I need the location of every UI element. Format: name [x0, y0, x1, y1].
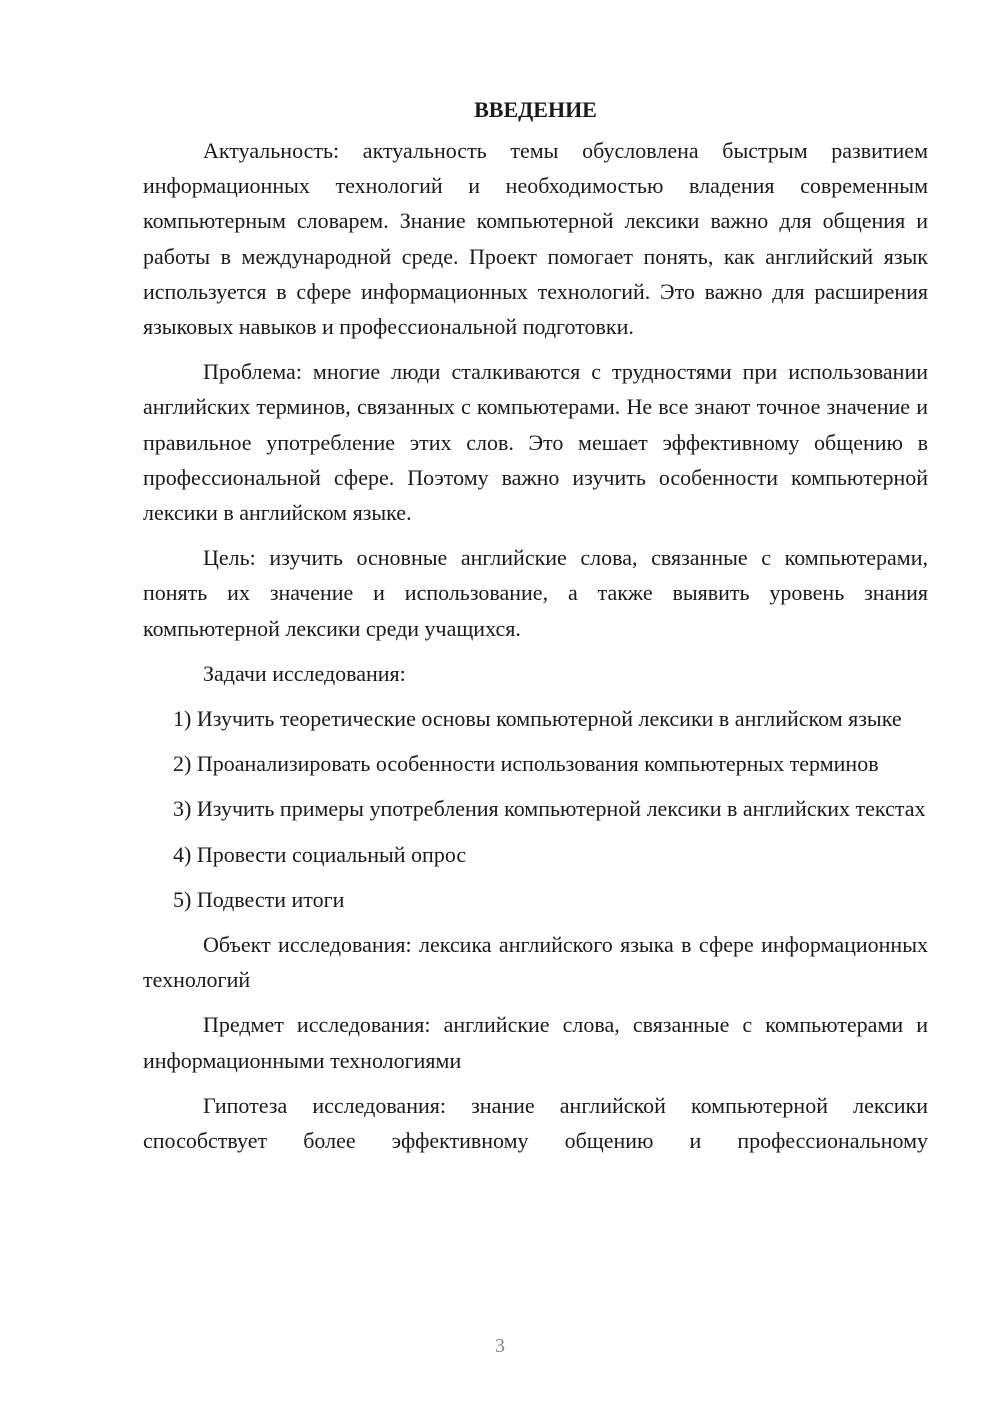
subject-paragraph: Предмет исследования: английские слова, связанные с компьютерами и информационными технологиями	[143, 1012, 928, 1073]
problem-paragraph: Проблема: многие люди сталкиваются с трудностями при использовании английских терминов, связанных с компьютерами. Не все знают точное значение и правильное употребление этих слов. Это мешает эффективному общению в профессиональной сфере. Поэтому важно изучить особенности компьютерной лексики в английском языке.	[143, 359, 928, 526]
task-item-3: 3) Изучить примеры употребления компьютерной лексики в английских текстах	[173, 796, 926, 822]
hypothesis-paragraph: Гипотеза исследования: знание английской компьютерной лексики способствует более эффективному общению и профессиональному	[143, 1092, 928, 1154]
tasks-heading: Задачи исследования:	[203, 660, 406, 686]
task-item-1: 1) Изучить теоретические основы компьютерной лексики в английском языке	[173, 706, 902, 732]
page-title: ВВЕДЕНИЕ	[474, 97, 597, 122]
task-item-4: 4) Провести социальный опрос	[173, 841, 467, 867]
page-number: 3	[495, 1335, 505, 1357]
page-content	[143, 95, 928, 1168]
goal-paragraph: Цель: изучить основные английские слова, связанные с компьютерами, понять их значение и использование, а также выявить уровень знания компьютерной лексики среди учащихся.	[143, 545, 928, 641]
task-item-2: 2) Проанализировать особенности использования компьютерных терминов	[173, 751, 879, 777]
relevance-paragraph: Актуальность: актуальность темы обусловлена быстрым развитием информационных технологий и необходимостью владения современным компьютерным словарем. Знание компьютерной лексики важно для общения и работы в международной среде. Проект помогает понять, как английский язык используется в сфере информационных технологий. Это важно для расширения языковых навыков и профессиональной подготовки.	[143, 138, 928, 340]
task-item-5: 5) Подвести итоги	[173, 886, 345, 912]
object-paragraph: Объект исследования: лексика английского языка в сфере информационных технологий	[143, 932, 928, 993]
